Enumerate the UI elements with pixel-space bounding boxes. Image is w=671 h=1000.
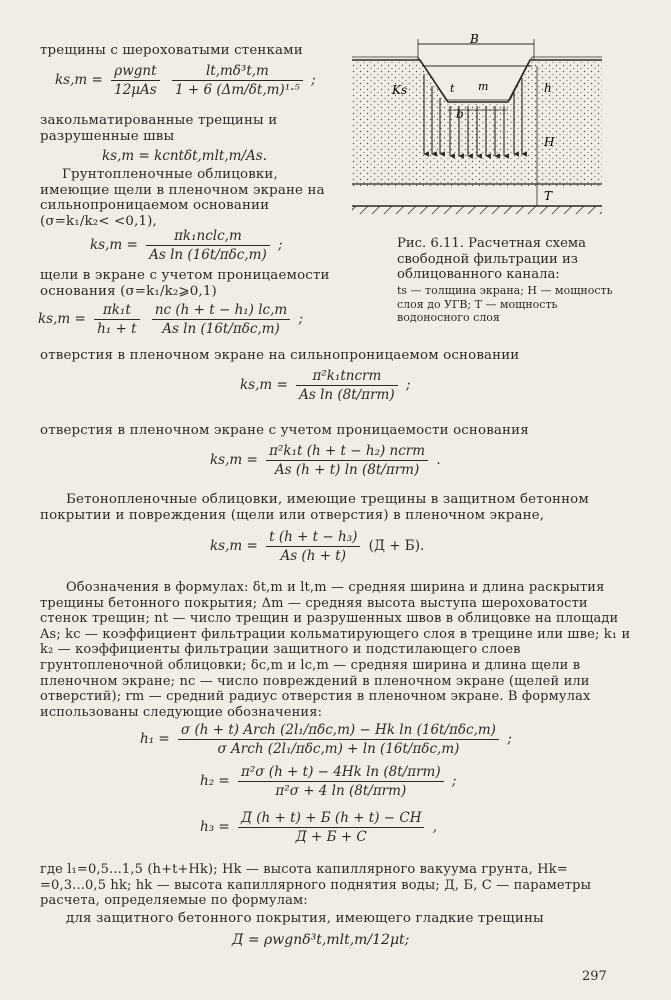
formula-lhs: ks,m = [38,311,86,327]
frac-num: π²σ (h + t) − 4Hk ln (8t/πrm) [238,764,444,782]
frac-den: As (h + t) ln (8t/πrm) [274,462,420,478]
page-number: 297 [582,969,607,984]
figure-legend: ts — толщина экрана; H — мощность слоя до УГВ; T — мощность водоносного слоя [397,284,613,324]
formula-slots-strong [90,228,283,263]
formula-h1 [140,722,512,757]
formula-holes-strong [240,368,410,403]
formula-tail: ; [298,311,304,327]
text-holes-strong: отверстия в пленочном экране на сильнопроницаемом основании [40,348,520,363]
formula-lhs: ks,m = [210,538,258,554]
formula-tail: . [436,452,441,468]
label-H: H [544,135,555,149]
formula-h2 [200,764,456,799]
formula-tail: ; [451,773,457,789]
frac-den: 1 + 6 (Δm/δt,m)¹·⁵ [175,82,300,98]
formula-lhs: ks,m = [240,377,288,393]
frac-num: π²k₁t (h + t − h₂) ncrm [266,443,428,461]
frac-den: As (h + t) [280,548,346,564]
formula-lhs: h₃ = [200,819,230,835]
text-rough-cracks: трещины с шероховатыми стенками [40,43,303,58]
frac-num: πk₁nclc,m [146,228,270,246]
formula-h3 [200,810,437,845]
formula-colmatated: ks,m = kcntδt,mlt,m/As. [102,148,267,164]
text-where: где l₁=0,5...1,5 (h+t+Hk); Hk — высота капиллярного вакуума грунта, Hk= =0,3...0,5 hk; hk — высота капиллярного поднятия воды; Д, Б, С — параметры расчета, определяемые по формулам: [40,862,592,909]
formula-lhs: h₂ = [200,773,230,789]
text-holes-permeability: отверстия в пленочном экране с учетом проницаемости основания [40,423,529,438]
formula-lhs: ks,m = [90,237,138,253]
formula-lhs: h₁ = [140,731,170,747]
text-notation: Обозначения в формулах: δt,m и lt,m — средняя ширина и длина раскрытия трещины бетонного покрытия; Δm — средняя высота выступа шероховатости стенок трещин; nt — число трещин и разрушенных швов в облицовке на площади As; kc — коэффициент фильтрации кольматирующего слоя в трещине или шве; k₁ и k₂ — коэффициенты фильтрации защитного и подстилающего слоев грунтопленочной облицовки; δc,m и lc,m — средняя ширина и длина щели в пленочном экране; nc — число повреждений в пленочном экране (щелей или отверстий); rm — средний радиус отверстия в пленочном экране. В формулах использованы следующие обозначения: [40,580,631,720]
frac-den: h₁ + t [97,321,137,337]
frac-num: Д (h + t) + Б (h + t) − CH [238,810,424,828]
formula-slots-perm [38,302,303,337]
frac-num: t (h + t − h₃) [266,529,360,547]
formula-holes-perm [210,443,441,478]
formula-D: Д = ρwgnδ³t,mlt,m/12μt; [232,932,410,948]
frac-den: Д + Б + С [295,829,367,845]
label-b: b [456,107,464,121]
formula-tail: ; [311,72,316,88]
label-Ks: Ks [392,83,408,97]
label-m: m [478,80,489,93]
frac-den: σ Arch (2l₁/πδc,m) + ln (16t/πδc,m) [217,741,460,757]
frac-num: nc (h + t − h₁) lc,m [152,302,290,320]
frac-num: σ (h + t) Arch (2l₁/πδc,m) − Hk ln (16t/πδc,m) [178,722,499,740]
formula-rough [55,63,316,98]
frac-num: πk₁t [94,302,139,320]
frac-den: As ln (8t/πrm) [299,387,395,403]
text-colmatated: закольматированные трещины и разрушенные швы [40,113,278,144]
frac-num: lt,mδ³t,m [172,63,303,81]
frac-den: As ln (16t/πδc,m) [149,247,267,263]
formula-tail: , [432,819,438,835]
formula-lhs: ks,m = [55,72,103,88]
frac-den: 12μAs [114,82,157,98]
formula-tail: ; [405,377,411,393]
text-smooth-cracks: для защитного бетонного покрытия, имеющего гладкие трещины [66,911,544,926]
formula-tail: ; [278,237,283,253]
figure-caption: Рис. 6.11. Расчетная схема свободной фильтрации из облицованного канала: [397,236,587,282]
label-T: T [544,189,553,203]
label-B: B [470,34,479,46]
canal-filtration-diagram [352,34,602,226]
text-concrete-film: Бетонопленочные облицовки, имеющие трещины в защитном бетонном покрытии и повреждения (щели или отверстия) в пленочном экране, [40,492,589,523]
text-slots-permeability: щели в экране с учетом проницаемости основания (σ=k₁/k₂⩾0,1) [40,268,330,299]
formula-tail: (Д + Б). [368,538,425,554]
frac-den: π²σ + 4 ln (8t/πrm) [275,783,407,799]
label-h: h [544,81,552,95]
label-t: t [450,82,455,95]
frac-num: π²k₁tncrm [296,368,398,386]
formula-concrete [210,529,424,564]
text-soil-film: Грунтопленочные облицовки, имеющие щели в пленочном экране на сильнопроницаемом основании (σ=k₁/k₂< <0,1), [40,167,325,229]
frac-num: ρwgnt [111,63,160,81]
formula-lhs: ks,m = [210,452,258,468]
formula-tail: ; [507,731,512,747]
frac-den: As ln (16t/πδc,m) [162,321,280,337]
